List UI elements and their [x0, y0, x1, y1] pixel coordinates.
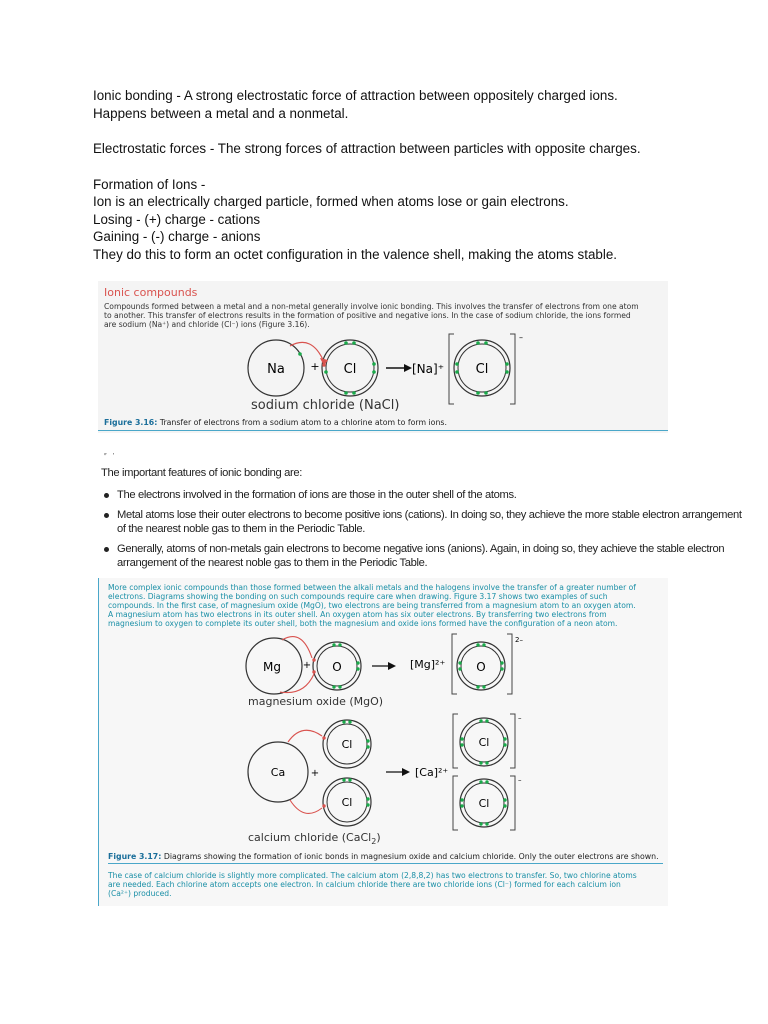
features-fragment: ′′ ’ [104, 452, 114, 461]
electron [332, 643, 335, 646]
mgo-diagram [240, 630, 540, 696]
electron [342, 778, 345, 781]
electron [476, 341, 480, 345]
electron [503, 737, 506, 740]
figure1-para-1: Compounds formed between a metal and a non-metal generally involve ionic bonding. This involves the transfer of electrons from one atom [104, 302, 639, 311]
chloride-symbol: Cl [475, 362, 489, 377]
bullet-dot [104, 513, 109, 518]
electron [460, 798, 463, 801]
cacl2-name: calcium chloride (CaCl [248, 831, 372, 844]
oxide-charge: 2– [515, 636, 523, 644]
electron [322, 363, 326, 367]
bracket-left [452, 634, 457, 694]
electron [482, 685, 485, 688]
cacl2-close: ) [376, 831, 381, 844]
electron [372, 370, 376, 374]
electron [505, 370, 509, 374]
electron [460, 743, 463, 746]
figure-3-16-label: Figure 3.16: [104, 418, 158, 427]
calcium-symbol: Ca [270, 766, 286, 779]
bracket-right [510, 334, 515, 404]
feature-bullet-3a: Generally, atoms of non-metals gain electrons to become negative ions (anions). Again, in doing so, they achieve the stable electron [117, 543, 725, 555]
electron [503, 798, 506, 801]
electron [324, 370, 328, 374]
figure-3-16-caption-text: Transfer of electrons from a sodium atom to a chlorine atom to form ions. [157, 418, 447, 427]
electron [476, 391, 480, 395]
electron [500, 667, 503, 670]
electron [479, 780, 482, 783]
electron [460, 804, 463, 807]
note-line-1: Ionic bonding - A strong electrostatic force of attraction between oppositely charged ions. [93, 88, 618, 103]
figure2-footer-3: (Ca²⁺) produced. [108, 889, 172, 898]
figure2-para-5: magnesium to oxygen to complete its outer shell, both the magnesium and oxide ions formed have the configuration of a neon atom. [108, 619, 618, 628]
electron [356, 661, 359, 664]
feature-bullet-1: The electrons involved in the formation of ions are those in the outer shell of the atoms. [117, 489, 517, 501]
electron [344, 391, 348, 395]
electron [484, 391, 488, 395]
bracket-left [453, 714, 458, 768]
chlorine-symbol-bottom: Cl [341, 796, 353, 809]
electron [366, 797, 369, 800]
figure-3-17-left-rule [98, 578, 99, 906]
figure2-footer-2: are needed. Each chlorine atom accepts one electron. In calcium chloride there are two chloride ions (Cl⁻) formed for each calcium ion [108, 880, 621, 889]
electron [484, 341, 488, 345]
plus-sign: + [310, 768, 320, 779]
chloride-charge-bottom: – [518, 776, 522, 784]
electron [344, 341, 348, 345]
figure-3-17-label: Figure 3.17: [108, 852, 162, 861]
chloride-symbol-top: Cl [478, 736, 490, 749]
magnesium-symbol: Mg [263, 660, 281, 674]
chloride-symbol-bottom: Cl [478, 797, 490, 810]
electron [460, 737, 463, 740]
magnesium-ion-label: [Mg]²⁺ [410, 658, 446, 671]
figure-3-17-caption [108, 852, 659, 861]
feature-bullet-2b: of the nearest noble gas to them in the Periodic Table. [117, 523, 365, 535]
note-line-8: They do this to form an octet configuration in the valence shell, making the atoms stable. [93, 247, 618, 262]
electron-transfer-arrow [280, 674, 314, 693]
electron [322, 736, 325, 739]
figure2-para-4: A magnesium atom has two electrons in its outer shell. An oxygen atom has six outer electrons. By transferring two electrons from [108, 610, 607, 619]
figure-3-16-caption [104, 418, 447, 427]
bracket-left [453, 776, 458, 830]
reaction-arrowhead [388, 662, 396, 670]
bracket-right [510, 714, 515, 768]
chlorine-symbol: Cl [343, 362, 357, 377]
electron-transfer-arrow [282, 637, 312, 658]
electron [332, 685, 335, 688]
electron [352, 341, 356, 345]
electron [485, 761, 488, 764]
electron [458, 661, 461, 664]
electron [352, 391, 356, 395]
electron [479, 822, 482, 825]
electron [372, 362, 376, 366]
figure-3-17-caption-text: Diagrams showing the formation of ionic bonds in magnesium oxide and calcium chloride. Only the outer electrons are shown. [161, 852, 659, 861]
bracket-right [510, 776, 515, 830]
electron [503, 804, 506, 807]
cacl2-diagram [240, 712, 530, 832]
electron [312, 670, 315, 673]
electron [485, 822, 488, 825]
electron [455, 362, 459, 366]
electron-transfer-arrow [288, 730, 322, 742]
bullet-dot [104, 493, 109, 498]
mgo-compound-label: magnesium oxide (MgO) [248, 695, 384, 708]
electron [455, 370, 459, 374]
chloride-charge: – [519, 333, 523, 342]
figure2-footer-1: The case of calcium chloride is slightly more complicated. The calcium atom (2,8,8,2) has two electrons to transfer. So, two chlorine atoms [108, 871, 637, 880]
plus-sign: + [310, 360, 320, 373]
figure-3-16-rule [98, 430, 668, 431]
figure-3-17-rule [108, 863, 663, 864]
calcium-ion-label: [Ca]²⁺ [415, 766, 449, 779]
note-line-5: Ion is an electrically charged particle, formed when atoms lose or gain electrons. [93, 194, 569, 209]
figure1-para-3: are sodium (Na⁺) and chloride (Cl⁻) ions (Figure 3.16). [104, 320, 310, 329]
electron [322, 804, 325, 807]
oxygen-symbol: O [332, 660, 342, 674]
electron [338, 685, 341, 688]
electron [366, 745, 369, 748]
electron [476, 643, 479, 646]
oxide-symbol: O [476, 660, 486, 674]
electron [500, 661, 503, 664]
electron [503, 743, 506, 746]
ionic-compounds-heading: Ionic compounds [104, 286, 198, 299]
note-line-7: Gaining - (-) charge - anions [93, 229, 261, 244]
electron [479, 719, 482, 722]
figure2-para-2: electrons. Diagrams showing the bonding on such compounds require care when drawing. Figure 3.17 shows two examples of such [108, 592, 608, 601]
electron [482, 643, 485, 646]
bracket-right [507, 634, 512, 694]
cacl2-subscript: 2 [371, 837, 377, 847]
electron-transfer-arrow [290, 800, 322, 813]
note-line-3: Electrostatic forces - The strong forces of attraction between particles with opposite charges. [93, 141, 641, 156]
chloride-charge-top: – [518, 714, 522, 722]
electron [485, 780, 488, 783]
electron [366, 739, 369, 742]
nacl-compound-label: sodium chloride (NaCl) [251, 398, 400, 413]
figure2-para-3: compounds. In the first case, of magnesium oxide (MgO), two electrons are being transferred from a magnesium atom to an oxygen atom. [108, 601, 636, 610]
figure1-para-2: to another. This transfer of electrons results in the formation of positive and negative ions. In the case of sodium chloride, the ions formed [104, 311, 631, 320]
figure2-para-1: More complex ionic compounds than those formed between the alkali metals and the halogens involve the transfer of a greater number of [108, 583, 636, 592]
feature-bullet-2a: Metal atoms lose their outer electrons to become positive ions (cations). In doing so, they achieve the more stable electron arrangement [117, 509, 742, 521]
electron [338, 643, 341, 646]
cacl2-compound-label [248, 831, 381, 846]
electron [312, 658, 315, 661]
sodium-ion-label: [Na]⁺ [412, 362, 445, 376]
plus-sign: + [302, 660, 312, 671]
electron [485, 719, 488, 722]
electron [342, 720, 345, 723]
electron [298, 352, 302, 356]
sodium-symbol: Na [267, 362, 285, 377]
feature-bullet-3b: arrangement of the nearest noble gas to them in the Periodic Table. [117, 557, 428, 569]
note-line-4: Formation of Ions - [93, 177, 206, 192]
electron [366, 803, 369, 806]
bracket-left [449, 334, 454, 404]
reaction-arrowhead [404, 364, 412, 372]
electron [476, 685, 479, 688]
bullet-dot [104, 547, 109, 552]
electron [479, 761, 482, 764]
note-line-6: Losing - (+) charge - cations [93, 212, 261, 227]
electron [348, 720, 351, 723]
electron [458, 667, 461, 670]
note-line-2: Happens between a metal and a nonmetal. [93, 106, 349, 121]
reaction-arrowhead [402, 768, 410, 776]
electron [348, 778, 351, 781]
electron [356, 667, 359, 670]
chlorine-symbol-top: Cl [341, 738, 353, 751]
electron [505, 362, 509, 366]
features-title: The important features of ionic bonding are: [101, 467, 303, 479]
